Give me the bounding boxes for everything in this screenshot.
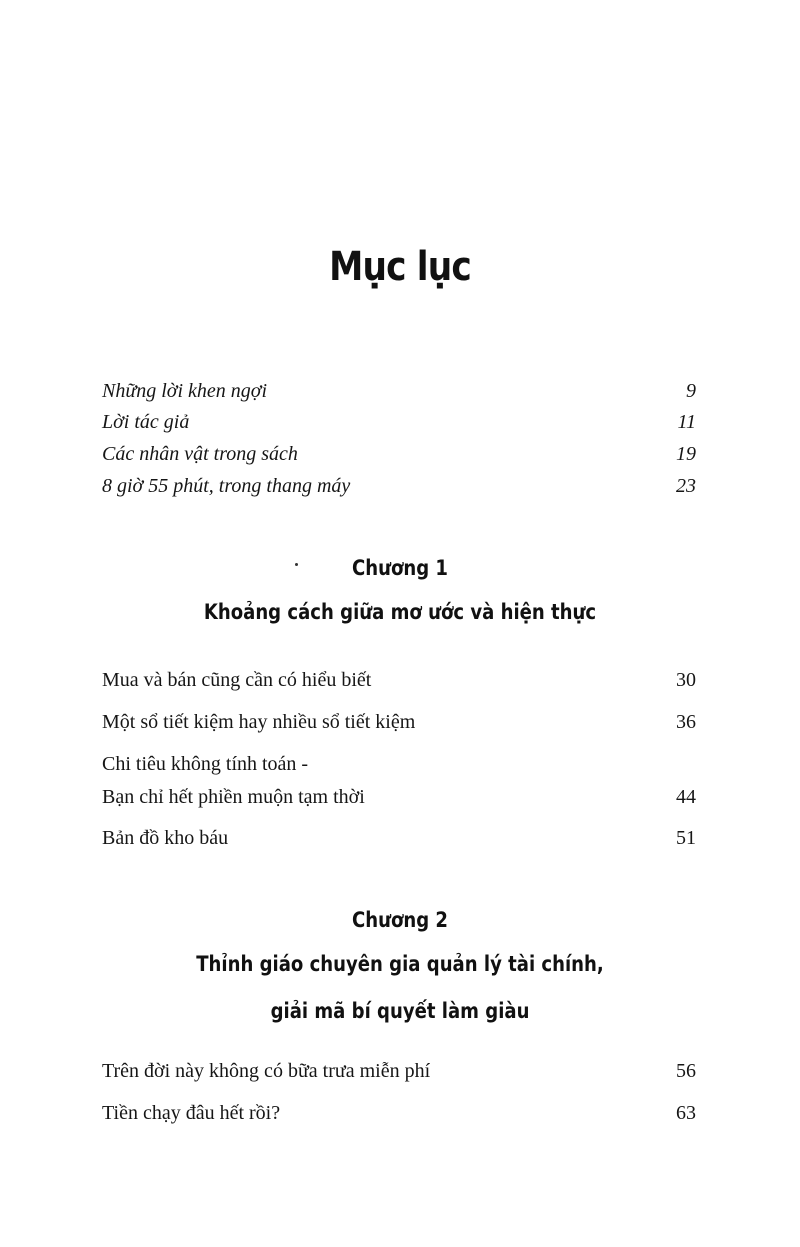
toc-entry-label: Bản đồ kho báu: [102, 827, 229, 849]
toc-entry: [102, 410, 696, 434]
chapter-heading: Chương 2: [351, 908, 449, 932]
toc-entry-page: 44: [676, 786, 696, 808]
toc-entry-label: Những lời khen ngợi: [102, 380, 268, 402]
toc-entry: [102, 474, 696, 498]
toc-entry-page: 56: [676, 1060, 696, 1082]
toc-entry: [102, 785, 696, 809]
toc-entry-label: Mua và bán cũng cần có hiểu biết: [102, 669, 372, 691]
toc-entry-label: 8 giờ 55 phút, trong thang máy: [102, 475, 351, 497]
toc-entry-page: 51: [676, 827, 696, 849]
toc-entry-page: 23: [676, 475, 696, 497]
chapter-title-line2: giải mã bí quyết làm giàu: [270, 999, 530, 1023]
toc-entry: [102, 668, 696, 692]
toc-entry-page: 36: [676, 711, 696, 733]
toc-entry: [102, 826, 696, 850]
toc-entry-label: Tiền chạy đâu hết rồi?: [102, 1102, 281, 1124]
toc-entry-page: 9: [686, 380, 696, 402]
toc-entry-label: Lời tác giả: [102, 411, 190, 433]
toc-entry-page: 19: [676, 443, 696, 465]
toc-entry-label-continued: Bạn chỉ hết phiền muộn tạm thời: [102, 786, 365, 808]
chapter-title: Thỉnh giáo chuyên gia quản lý tài chính,: [196, 952, 604, 976]
chapter-title: Khoảng cách giữa mơ ước và hiện thực: [203, 600, 597, 624]
toc-entry-page: 11: [677, 411, 696, 433]
toc-entry: [102, 1101, 696, 1125]
toc-entry: [102, 752, 696, 776]
toc-entry: [102, 442, 696, 466]
toc-entry: [102, 1059, 696, 1083]
toc-entry-label: Trên đời này không có bữa trưa miễn phí: [102, 1060, 431, 1082]
toc-entry-label: Chi tiêu không tính toán -: [102, 753, 309, 775]
toc-entry-label: Một sổ tiết kiệm hay nhiều sổ tiết kiệm: [102, 711, 416, 733]
toc-entry-page: 63: [676, 1102, 696, 1124]
toc-entry-label: Các nhân vật trong sách: [102, 443, 298, 465]
page-title: Mục lục: [329, 244, 471, 290]
chapter-heading: Chương 1: [351, 556, 449, 580]
toc-entry-page: 30: [676, 669, 696, 691]
toc-entry: [102, 710, 696, 734]
toc-entry: [102, 379, 696, 403]
